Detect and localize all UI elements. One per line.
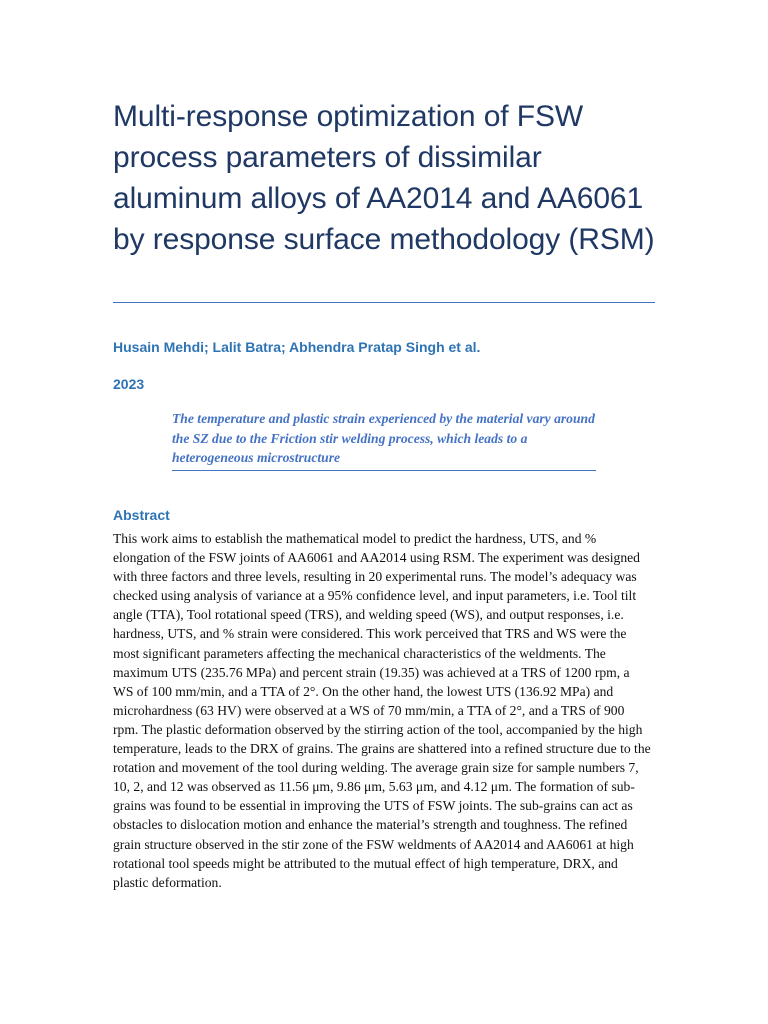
title-divider — [113, 302, 655, 303]
highlight-quote: The temperature and plastic strain experienced by the material vary around the SZ due to the Friction stir welding process, which leads to a heterogeneous microstructure — [172, 411, 595, 465]
abstract-heading: Abstract — [113, 507, 170, 523]
abstract-text: This work aims to establish the mathematical model to predict the hardness, UTS, and % elongation of the FSW joints of AA6061 and AA2014 using RSM. The experiment was designed with three factors and three levels, resulting in 20 experimental runs. The model’s adequacy was checked using analysis of variance at a 95% confidence level, and input parameters, i.e. Tool tilt angle (TTA), Tool rotational speed (TRS), and welding speed (WS), and output responses, i.e. hardness, UTS, and % strain were considered. This work perceived that TRS and WS were the most significant parameters affecting the mechanical characteristics of the weldments. The maximum UTS (235.76 MPa) and percent strain (19.35) was achieved at a TRS of 1200 rpm, a WS of 100 mm/min, and a TTA of 2°. On the other hand, the lowest UTS (136.92 MPa) and microhardness (63 HV) were observed at a WS of 70 mm/min, a TTA of 2°, and a TRS of 900 rpm. The plastic deformation observed by the stirring action of the tool, accompanied by the high temperature, leads to the DRX of grains. The grains are shattered into a refined structure due to the rotation and movement of the tool during welding. The average grain size for sample numbers 7, 10, 2, and 12 was observed as 11.56 μm, 9.86 μm, 5.63 μm, and 4.12 μm. The formation of sub-grains was found to be essential in improving the UTS of FSW joints. The sub-grains can act as obstacles to dislocation motion and enhance the material’s strength and toughness. The refined grain structure observed in the stir zone of the FSW weldments of AA2014 and AA6061 at high rotational tool speeds might be attributed to the mutual effect of high temperature, DRX, and plastic deformation. — [113, 531, 651, 890]
author-list: Husain Mehdi; Lalit Batra; Abhendra Pratap Singh et al. — [113, 339, 481, 355]
quote-divider — [172, 470, 596, 471]
paper-title: Multi-response optimization of FSW process parameters of dissimilar aluminum alloys of AA2014 and AA6061 by response surface methodology (RSM) — [113, 100, 655, 256]
publication-year: 2023 — [113, 376, 145, 392]
